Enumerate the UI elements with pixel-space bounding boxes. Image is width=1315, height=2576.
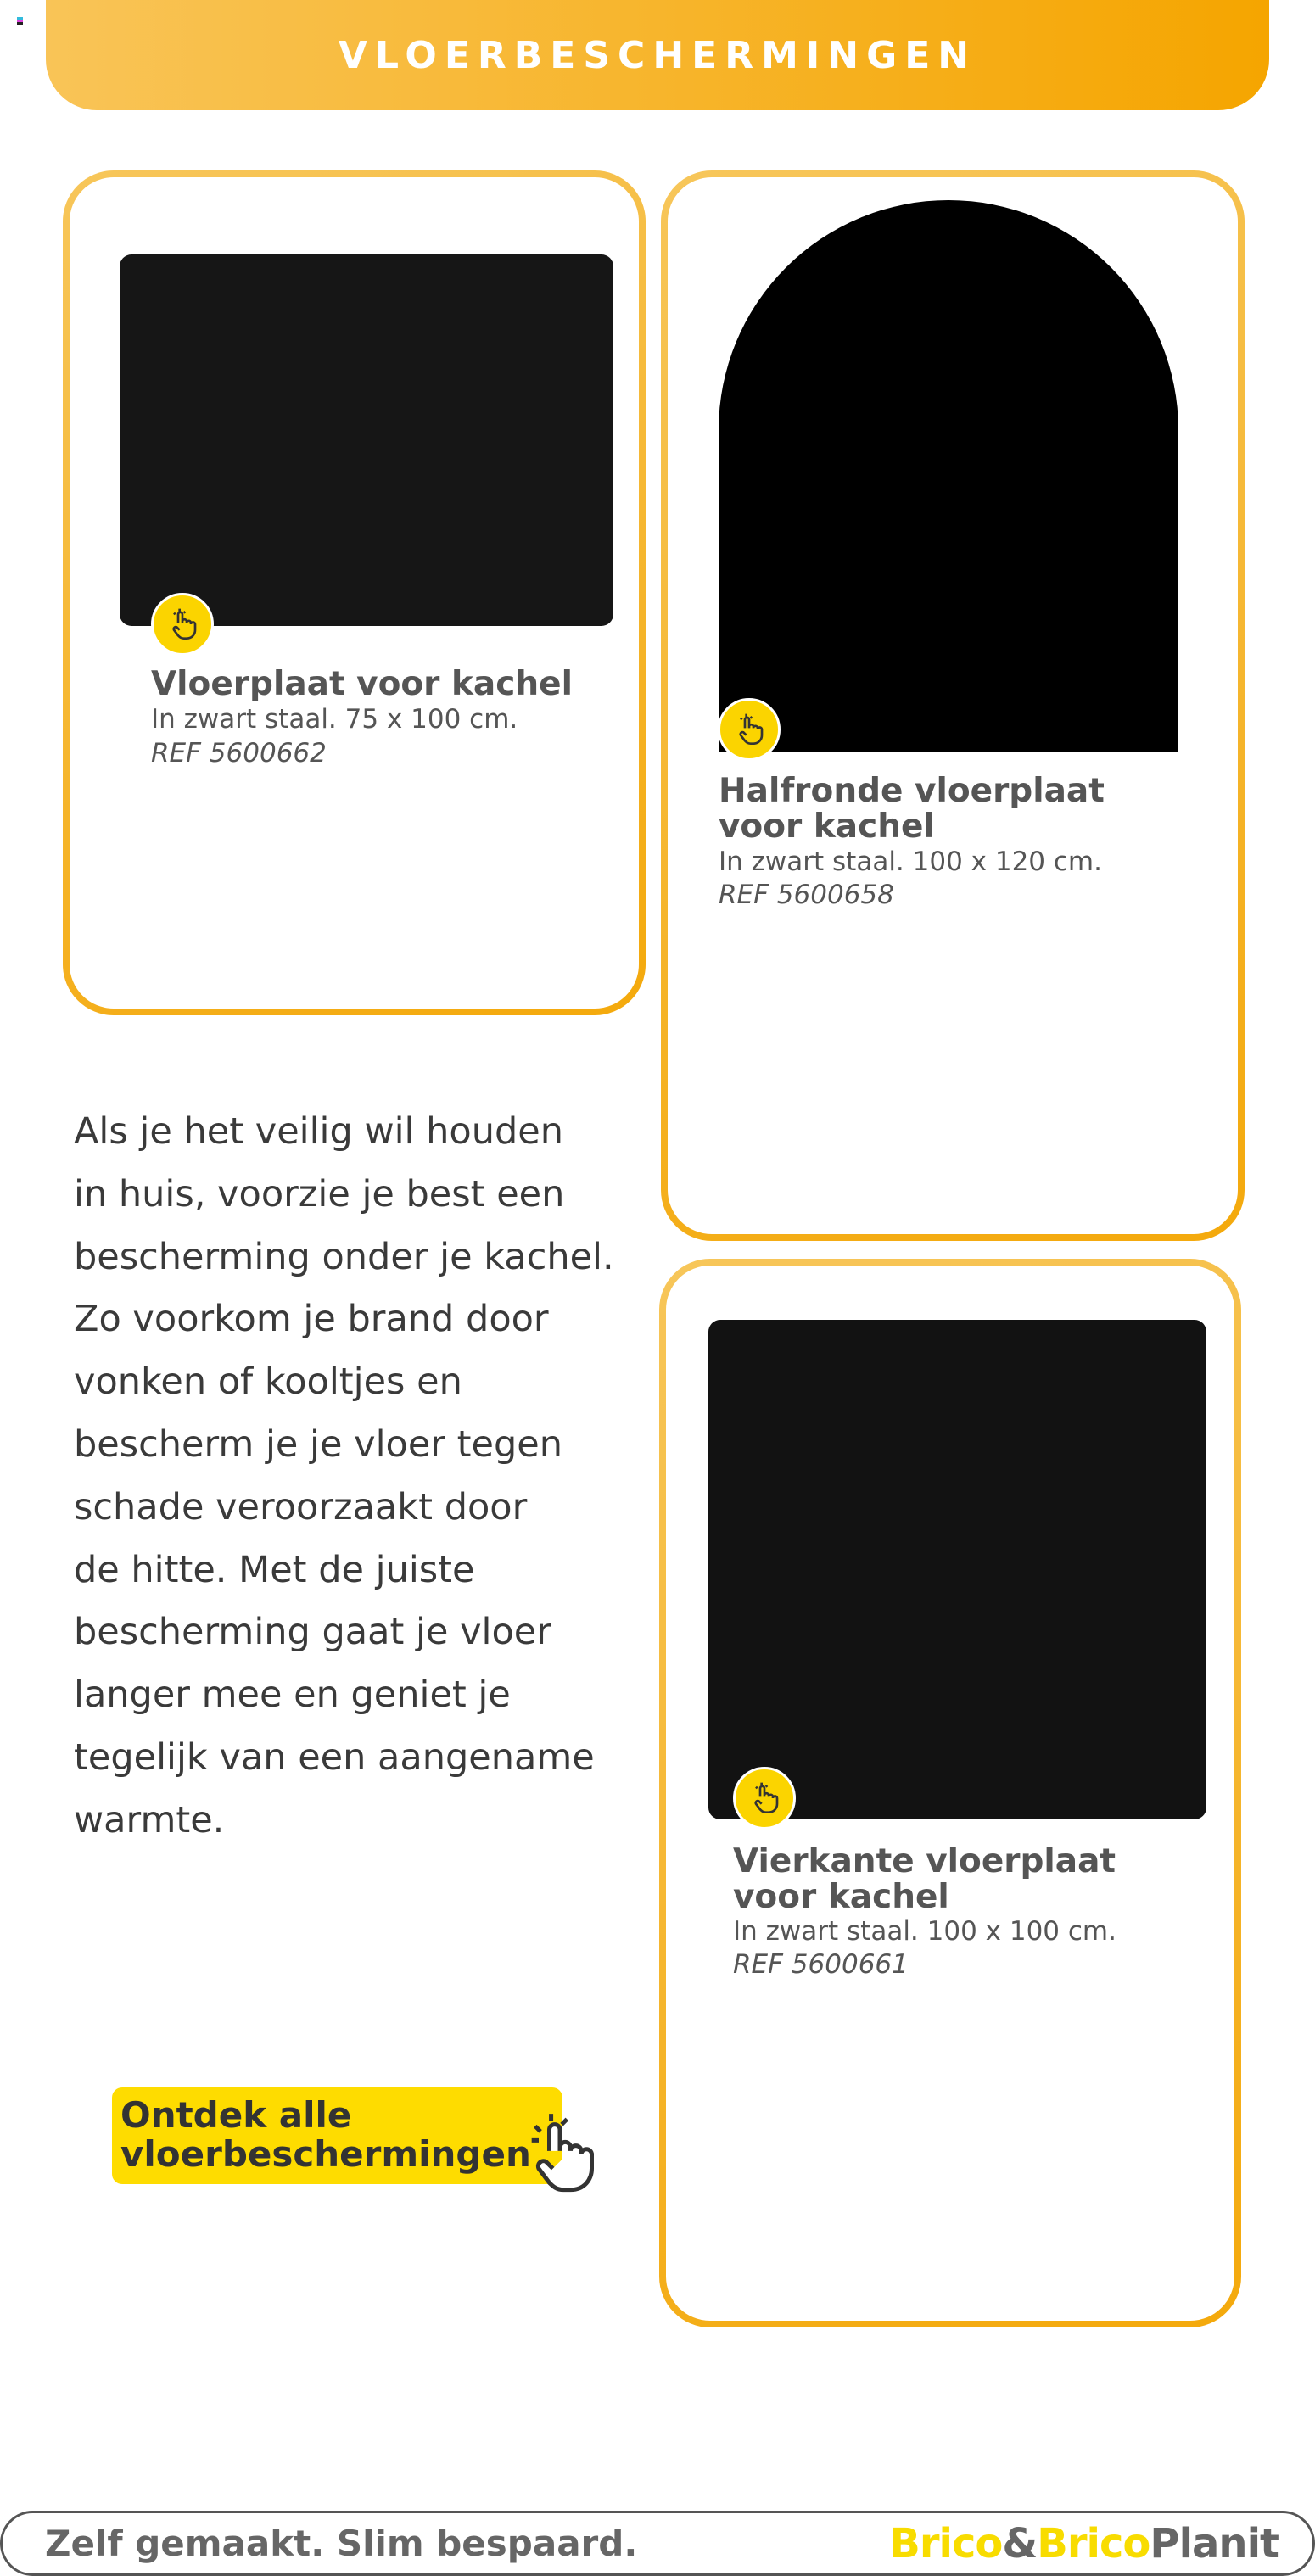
click-hand-icon[interactable] — [518, 2112, 602, 2200]
intro-paragraph — [74, 1101, 617, 1852]
product-image[interactable] — [719, 200, 1178, 752]
header-banner — [46, 0, 1269, 110]
title-line: voor kachel — [719, 807, 935, 846]
title-line: Halfronde vloerplaat — [719, 772, 1105, 810]
title-line: Vierkante vloerplaat — [733, 1842, 1116, 1880]
color-marker — [17, 17, 23, 25]
page-title: VLOERBESCHERMINGEN — [338, 33, 977, 77]
intro-line: langer mee en geniet je — [74, 1674, 511, 1717]
intro-line: bescherming gaat je vloer — [74, 1611, 551, 1654]
intro-line: bescherm je je vloer tegen — [74, 1422, 562, 1466]
intro-line: Zo voorkom je brand door — [74, 1298, 549, 1341]
product-ref: REF 5600662 — [151, 738, 327, 768]
product-image[interactable] — [708, 1320, 1206, 1819]
discover-all-button[interactable] — [112, 2087, 562, 2184]
cta-line: Ontdek alle — [120, 2094, 352, 2136]
intro-line: vonken of kooltjes en — [74, 1361, 462, 1404]
slogan: Zelf gemaakt. Slim bespaard. — [45, 2523, 638, 2564]
footer-bar — [0, 2511, 1315, 2576]
cta-line: vloerbeschermingen — [120, 2133, 531, 2175]
product-image[interactable] — [120, 254, 613, 626]
product-ref: REF 5600658 — [719, 880, 894, 910]
title-line: voor kachel — [733, 1878, 949, 1916]
brand-logo[interactable]: Brico&BricoPlanit — [889, 2519, 1279, 2568]
product-ref: REF 5600661 — [733, 1949, 909, 1980]
product-title — [719, 774, 1105, 845]
product-description: In zwart staal. 100 x 120 cm. — [719, 847, 1102, 877]
click-hand-icon[interactable] — [718, 698, 781, 761]
product-title: Vloerplaat voor kachel — [151, 665, 573, 703]
click-hand-icon[interactable] — [151, 593, 214, 656]
intro-line: de hitte. Met de juiste — [74, 1548, 475, 1591]
intro-line: Als je het veilig wil houden — [74, 1110, 563, 1153]
click-hand-icon[interactable] — [733, 1767, 796, 1830]
product-title — [733, 1844, 1116, 1915]
product-description: In zwart staal. 100 x 100 cm. — [733, 1916, 1116, 1947]
product-description: In zwart staal. 75 x 100 cm. — [151, 704, 518, 735]
intro-line: tegelijk van een aangename — [74, 1735, 595, 1779]
intro-line: bescherming onder je kachel. — [74, 1235, 614, 1278]
intro-line: warmte. — [74, 1798, 225, 1841]
intro-line: schade veroorzaakt door — [74, 1485, 528, 1528]
intro-line: in huis, voorzie je best een — [74, 1172, 565, 1215]
